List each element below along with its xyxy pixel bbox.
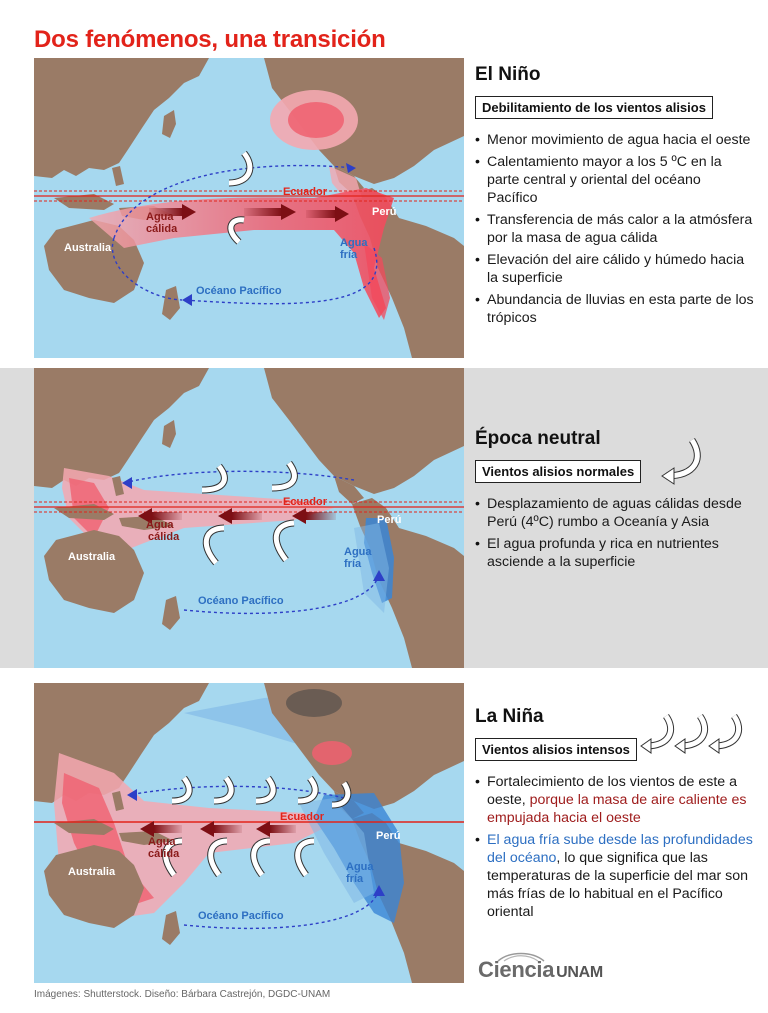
label-oceano: Océano Pacífico bbox=[198, 595, 284, 607]
map-neutral bbox=[34, 368, 464, 668]
bullets-la-nina bbox=[475, 773, 755, 921]
ciencia-unam-logo bbox=[478, 957, 603, 983]
list-item: • Transferencia de más calor a la atmósfera por la masa de agua cálida bbox=[475, 211, 755, 247]
label-peru: Perú bbox=[372, 206, 397, 218]
list-item: • Desplazamiento de aguas cálidas desde Perú (4ºC) rumbo a Oceanía y Asia bbox=[475, 495, 755, 531]
label-agua-calida: Agua cálida bbox=[148, 836, 180, 860]
label-agua-fria: Agua fría bbox=[340, 237, 368, 261]
panel-el-nino-text bbox=[475, 64, 755, 331]
label-agua-calida: Agua cálida bbox=[146, 211, 178, 235]
panel-neutral-text bbox=[475, 428, 755, 575]
list-item: • Calentamiento mayor a los 5 ºC en la parte central y oriental del océano Pacífico bbox=[475, 153, 755, 207]
page-title: Dos fenómenos, una transición bbox=[34, 26, 386, 53]
list-item: • Elevación del aire cálido y húmedo hacia la superficie bbox=[475, 251, 755, 287]
list-item: • El agua fría sube desde las profundidades del océano, lo que significa que las temperaturas de la superficie del mar son más frías de lo habitual en el Pacífico oriental bbox=[475, 831, 755, 921]
label-agua-fria: Agua fría bbox=[346, 861, 374, 885]
label-la-nina: Vientos alisios intensos bbox=[475, 738, 637, 761]
label-neutral: Vientos alisios normales bbox=[475, 460, 641, 483]
label-ecuador: Ecuador bbox=[280, 811, 325, 823]
bullets-neutral bbox=[475, 495, 755, 571]
list-item: • El agua profunda y rica en nutrientes asciende a la superficie bbox=[475, 535, 755, 571]
heading-neutral: Época neutral bbox=[475, 428, 601, 449]
logo-word: Ciencia bbox=[478, 957, 555, 982]
bullets-el-nino bbox=[475, 131, 755, 327]
logo-unam: UNAM bbox=[556, 964, 603, 981]
map-la-nina bbox=[34, 683, 464, 983]
map-el-nino bbox=[34, 58, 464, 358]
wind-arrows-icon bbox=[638, 712, 750, 760]
label-australia: Australia bbox=[64, 242, 112, 254]
label-oceano: Océano Pacífico bbox=[196, 285, 282, 297]
list-item: • Abundancia de lluvias en esta parte de los trópicos bbox=[475, 291, 755, 327]
label-ecuador: Ecuador bbox=[283, 186, 328, 198]
list-item: • Fortalecimiento de los vientos de este a oeste, porque la masa de aire caliente es empujada hacia el oeste bbox=[475, 773, 755, 827]
label-peru: Perú bbox=[376, 830, 401, 842]
heading-el-nino: El Niño bbox=[475, 64, 541, 85]
label-australia: Australia bbox=[68, 866, 116, 878]
label-ecuador: Ecuador bbox=[283, 496, 328, 508]
label-agua-calida: Agua cálida bbox=[146, 519, 180, 543]
image-credit: Imágenes: Shutterstock. Diseño: Bárbara Castrejón, DGDC-UNAM bbox=[34, 989, 331, 1000]
label-el-nino: Debilitamiento de los vientos alisios bbox=[475, 96, 713, 119]
heading-la-nina: La Niña bbox=[475, 706, 544, 727]
label-agua-fria: Agua fría bbox=[344, 546, 372, 570]
label-oceano: Océano Pacífico bbox=[198, 910, 284, 922]
label-peru: Perú bbox=[377, 514, 402, 526]
label-australia: Australia bbox=[68, 551, 116, 563]
list-item: • Menor movimiento de agua hacia el oeste bbox=[475, 131, 755, 149]
wind-arrow-icon bbox=[658, 436, 704, 488]
